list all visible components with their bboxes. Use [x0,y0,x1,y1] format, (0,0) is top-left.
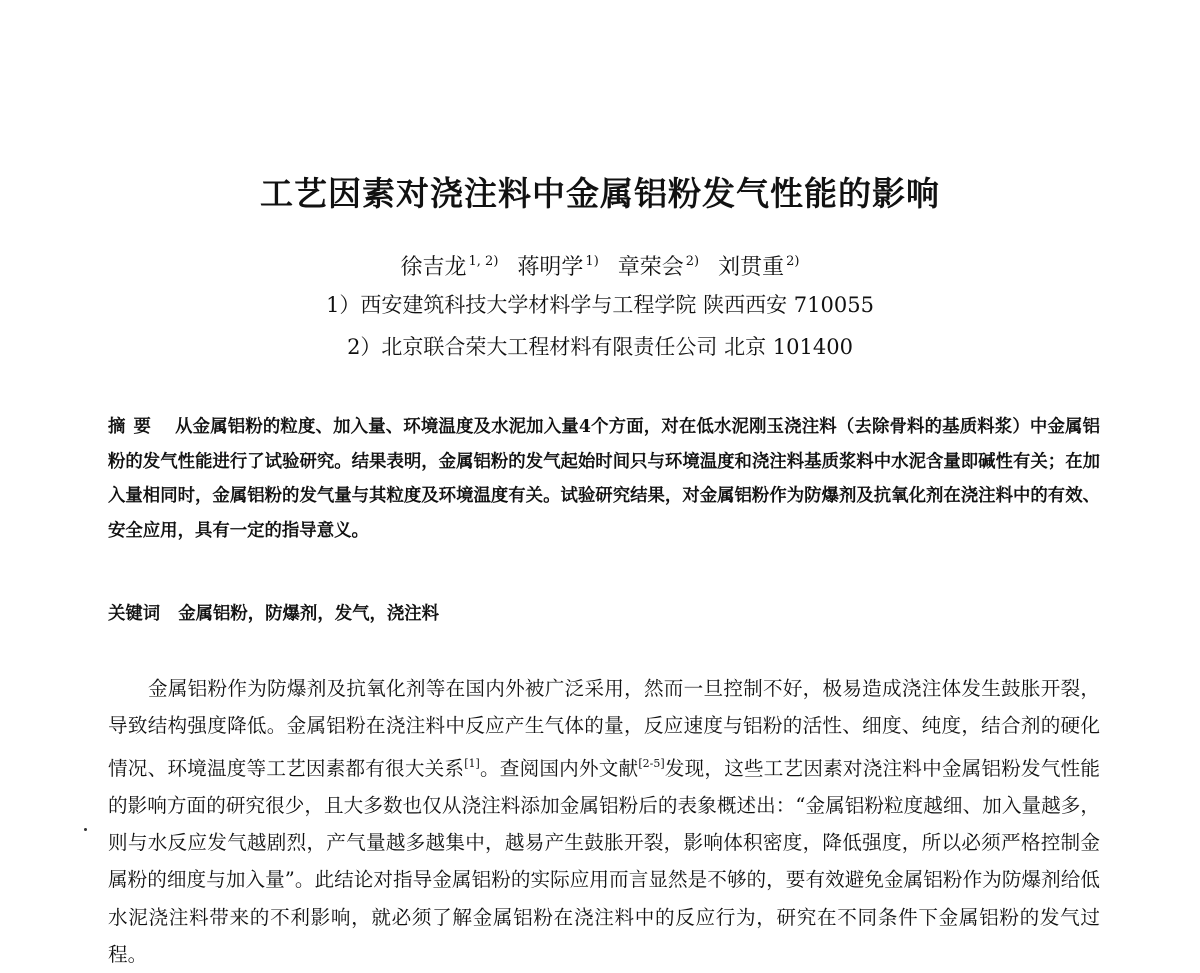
keywords-label: 关键词 [108,604,161,624]
author-name: 刘贯重 [718,255,785,280]
author-name: 徐吉龙 [400,255,467,280]
body-text-part: 金属铝粉作为防爆剂及抗氧化剂等在国内外被广泛采用，然而一旦控制不好，极易造成浇注体发生鼓胀开裂，导致结构强度降低。金属铝粉在浇注料中反应产生气体的量，反应速度与铝粉的活性、细度、纯度，结合剂的硬化情况、环境温度等工艺因素都有很大关系 [108,677,1100,780]
author-affiliation-mark: 2) [786,254,800,269]
margin-mark [84,828,87,831]
author-affiliation-mark: 1, 2) [468,254,499,269]
author-4 [718,255,799,280]
keywords-text: 金属铝粉，防爆剂，发气，浇注料 [178,604,440,624]
keywords [108,597,1100,631]
body-paragraph [108,670,1100,973]
body-text-part: 发现，这些工艺因素对浇注料中金属铝粉发气性能的影响方面的研究很少，且大多数也仅从浇注料添加金属铝粉后的表象概述出：“金属铝粉粒度越细、加入量越多，则与水反应发气越剧烈，产气量越多越集中，越易产生鼓胀开裂，影响体积密度，降低强度，所以必须严格控制金属粉的细度与加入量”。此结论对指导金属铝粉的实际应用而言显然是不够的，要有效避免金属铝粉作为防爆剂给低水泥浇注料带来的不利影响，就必须了解金属铝粉在浇注料中的反应行为，研究在不同条件下金属铝粉的发气过程。 [108,756,1101,967]
author-name: 章荣会 [617,255,684,280]
author-affiliation-mark: 2) [685,254,700,269]
author-name: 蒋明学 [517,255,584,280]
abstract-text: 从金属铝粉的粒度、加入量、环境温度及水泥加入量4个方面，对在低水泥刚玉浇注料（去除骨料的基质料浆）中金属铝粉的发气性能进行了试验研究。结果表明，金属铝粉的发气起始时间只与环境温度和浇注料基质浆料中水泥含量即碱性有关；在加入量相同时，金属铝粉的发气量与其粒度及环境温度有关。试验研究结果，对金属铝粉作为防爆剂及抗氧化剂在浇注料中的有效、安全应用，具有一定的指导意义。 [108,417,1100,541]
author-affiliation-mark: 1) [585,254,599,269]
citation-ref[interactable]: [1] [464,756,480,770]
affiliation-2: 2）北京联合荣大工程材料有限责任公司 北京 101400 [347,335,853,359]
author-3 [618,255,699,280]
citation-ref[interactable]: [2-5] [638,756,665,770]
abstract-label: 摘要 [108,417,160,437]
paper-title: 工艺因素对浇注料中金属铝粉发气性能的影响 [260,174,940,213]
author-2 [517,255,598,280]
author-list [0,246,1200,284]
body-text-part: 。查阅国内外文献 [479,756,639,780]
abstract [108,410,1100,548]
affiliation-1: 1）西安建筑科技大学材料学与工程学院 陕西西安 710055 [326,293,874,317]
author-1 [401,255,499,280]
